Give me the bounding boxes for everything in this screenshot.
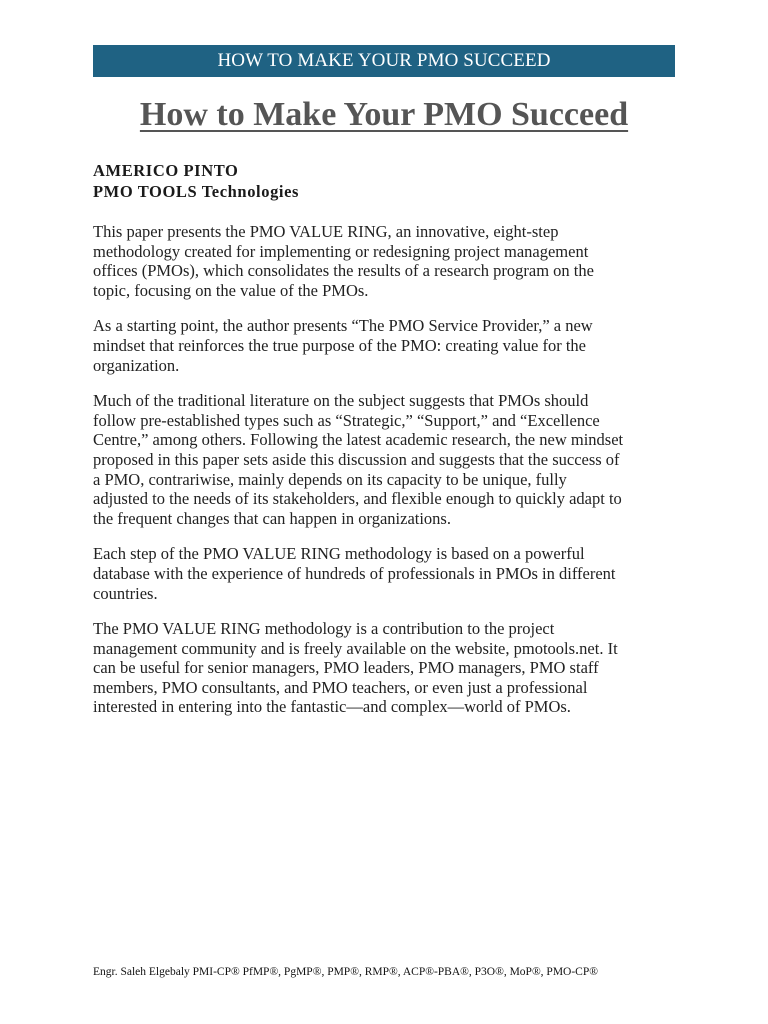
text-line: As a starting point, the author presents “The PMO Service Provider,” a new	[93, 316, 593, 336]
text-line: management community and is freely available on the website, pmotools.net. It	[93, 638, 618, 658]
text-line: a PMO, contrariwise, mainly depends on its capacity to be unique, fully	[93, 469, 567, 489]
text-line: database with the experience of hundreds of professionals in PMOs in different	[93, 563, 616, 583]
text-line: the frequent changes that can happen in organizations.	[93, 508, 451, 528]
paragraph	[93, 391, 675, 528]
text-line: methodology created for implementing or redesigning project management	[93, 241, 589, 261]
text-line: Centre,” among others. Following the latest academic research, the new mindset	[93, 430, 624, 450]
text-line: adjusted to the needs of its stakeholders, and flexible enough to quickly adapt to	[93, 489, 622, 509]
text-line: countries.	[93, 583, 158, 603]
body-text	[93, 222, 675, 733]
text-line: mindset that reinforces the true purpose of the PMO: creating value for the	[93, 335, 587, 355]
text-line: members, PMO consultants, and PMO teachers, or even just a professional	[93, 677, 588, 697]
text-line: This paper presents the PMO VALUE RING, an innovative, eight-step	[93, 222, 559, 241]
page-title-text: How to Make Your PMO Succeed	[139, 96, 629, 133]
text-line: Much of the traditional literature on the subject suggests that PMOs should	[93, 391, 589, 411]
text-line: topic, focusing on the value of the PMOs.	[93, 280, 369, 300]
author-block	[93, 160, 675, 202]
text-line: can be useful for senior managers, PMO leaders, PMO managers, PMO staff	[93, 658, 599, 678]
paragraph	[93, 544, 675, 603]
page-title	[0, 95, 768, 135]
footer-credentials: Engr. Saleh Elgebaly PMI-CP® PfMP®, PgMP®, PMP®, RMP®, ACP®-PBA®, P3O®, MoP®, PMO-CP®	[93, 966, 598, 978]
author-organization: PMO TOOLS Technologies	[93, 182, 300, 201]
paragraph	[93, 619, 675, 717]
text-line: The PMO VALUE RING methodology is a contribution to the project	[93, 619, 555, 639]
text-line: organization.	[93, 355, 180, 375]
paragraph	[93, 316, 675, 375]
paragraph	[93, 222, 675, 300]
text-line: interested in entering into the fantastic—and complex—world of PMOs.	[93, 697, 571, 717]
author-name: AMERICO PINTO	[93, 161, 239, 180]
text-line: proposed in this paper sets aside this discussion and suggests that the success of	[93, 449, 620, 469]
header-band: HOW TO MAKE YOUR PMO SUCCEED	[93, 45, 675, 77]
text-line: Each step of the PMO VALUE RING methodology is based on a powerful	[93, 544, 585, 564]
text-line: follow pre-established types such as “Strategic,” “Support,” and “Excellence	[93, 410, 600, 430]
text-line: offices (PMOs), which consolidates the results of a research program on the	[93, 261, 594, 281]
